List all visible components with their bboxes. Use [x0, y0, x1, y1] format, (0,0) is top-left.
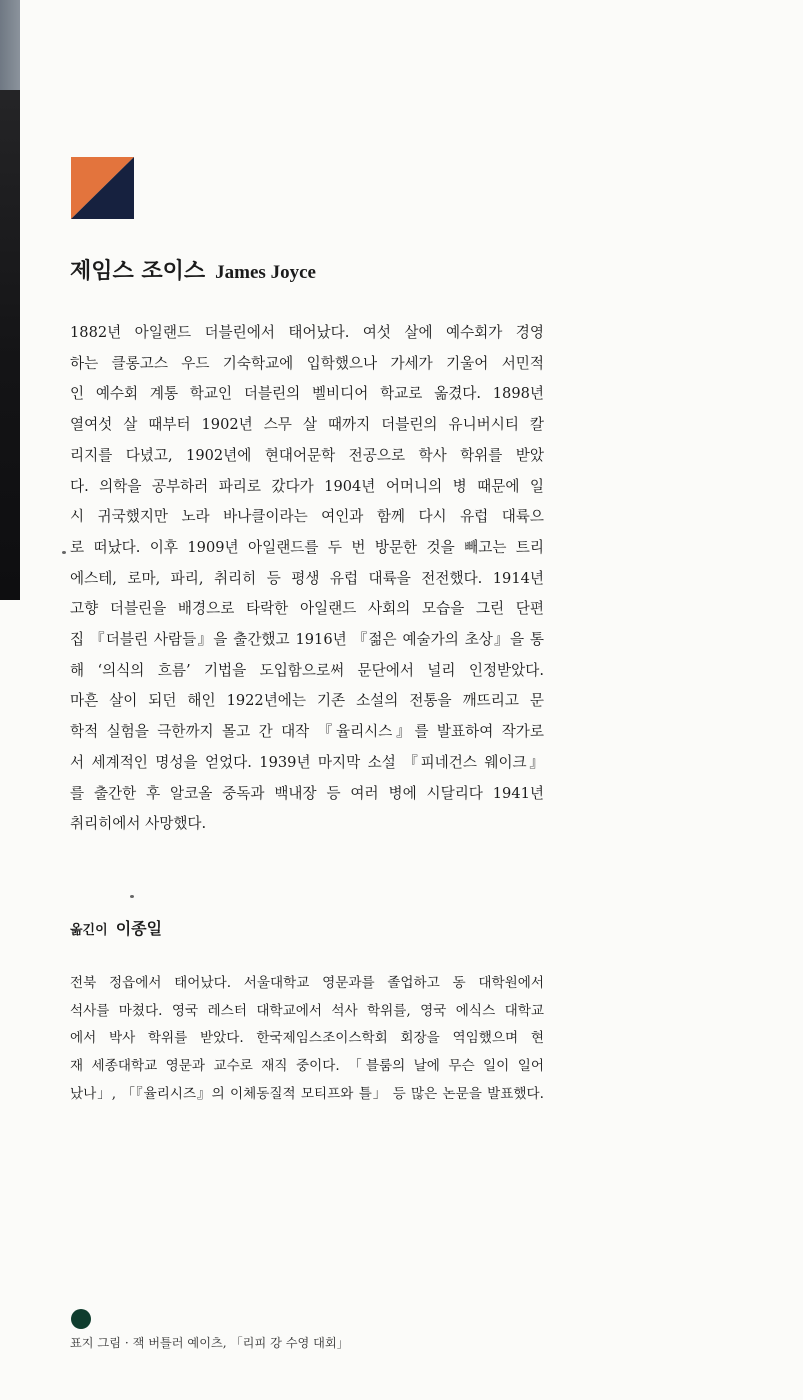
publisher-logo-icon: [71, 157, 134, 219]
bio-line: 1882년 아일랜드 더블린에서 태어났다. 여섯 살에 예수회가 경영: [70, 324, 544, 341]
book-spine-top: [0, 0, 20, 90]
author-name-korean: 제임스 조이스: [70, 259, 206, 284]
bio-line: 시 귀국했지만 노라 바나클이라는 여인과 함께 다시 유럽 대륙으: [70, 508, 544, 526]
book-spine-edge: [0, 0, 20, 600]
print-speck: [130, 895, 134, 898]
bio-line: 에스테, 로마, 파리, 취리히 등 평생 유럽 대륙을 전전했다. 1914년: [70, 569, 544, 587]
bio-line: 해 ‘의식의 흐름’ 기법을 도입함으로써 문단에서 널리 인정받았다.: [70, 661, 544, 679]
bio-line: 서 세계적인 명성을 얻었다. 1939년 마지막 소설 『피네건스 웨이크』: [70, 753, 544, 771]
bio-line: 마흔 살이 되던 해인 1922년에는 기존 소설의 전통을 깨뜨리고 문: [70, 692, 544, 710]
print-speck: [62, 551, 66, 554]
translator-biography: [70, 970, 544, 1109]
credit-dot-icon: [71, 1309, 91, 1329]
bio-line: 집 『더블린 사람들』을 출간했고 1916년 『젊은 예술가의 초상』을 통: [70, 631, 544, 649]
translator-bio-line: 재 세종대학교 영문과 교수로 재직 중이다. 「블룸의 날에 무슨 일이 일어: [70, 1058, 544, 1075]
translator-bio-line: 났나」, 「『율리시즈』의 이체동질적 모티프와 틀」 등 많은 논문을 발표했다.: [70, 1085, 544, 1102]
translator-bio-line: 전북 정읍에서 태어났다. 서울대학교 영문과를 졸업하고 동 대학원에서: [70, 975, 544, 991]
bio-line: 를 출간한 후 알코올 중독과 백내장 등 여러 병에 시달리다 1941년: [70, 784, 544, 802]
bio-line: 학적 실험을 극한까지 몰고 간 대작 『율리시스』를 발표하여 작가로: [70, 723, 544, 741]
translator-role-label: 옮긴이: [70, 923, 108, 938]
bio-line: 하는 클롱고스 우드 기숙학교에 입학했으나 가세가 기울어 서민적: [70, 354, 544, 372]
bio-line: 고향 더블린을 배경으로 타락한 아일랜드 사회의 모습을 그린 단편: [70, 600, 544, 618]
bio-line: 로 떠났다. 이후 1909년 아일랜드를 두 번 방문한 것을 빼고는 트리: [70, 538, 544, 556]
translator-bio-line: 에서 박사 학위를 받았다. 한국제임스조이스학회 회장을 역임했으며 현: [70, 1030, 544, 1047]
bio-line: 취리히에서 사망했다.: [70, 815, 207, 833]
translator-name: 이종일: [115, 919, 163, 938]
author-biography: [70, 318, 544, 840]
bio-line: 리지를 다녔고, 1902년에 현대어문학 전공으로 학사 학위를 받았: [70, 446, 544, 464]
translator-bio-line: 석사를 마쳤다. 영국 레스터 대학교에서 석사 학위를, 영국 에식스 대학교: [70, 1002, 544, 1019]
bio-line: 다. 의학을 공부하러 파리로 갔다가 1904년 어머니의 병 때문에 일: [70, 477, 544, 495]
bio-line: 열여섯 살 때부터 1902년 스무 살 때까지 더블린의 유니버시티 칼: [70, 416, 544, 434]
author-heading: [70, 254, 316, 285]
author-name-english: James Joyce: [215, 262, 316, 283]
bio-line: 인 예수회 계통 학교인 더블린의 벨비디어 학교로 옮겼다. 1898년: [70, 385, 544, 403]
translator-heading: [70, 916, 162, 939]
cover-art-credit: 표지 그림 · 잭 버틀러 예이츠, 「리피 강 수영 대회」: [70, 1336, 349, 1350]
